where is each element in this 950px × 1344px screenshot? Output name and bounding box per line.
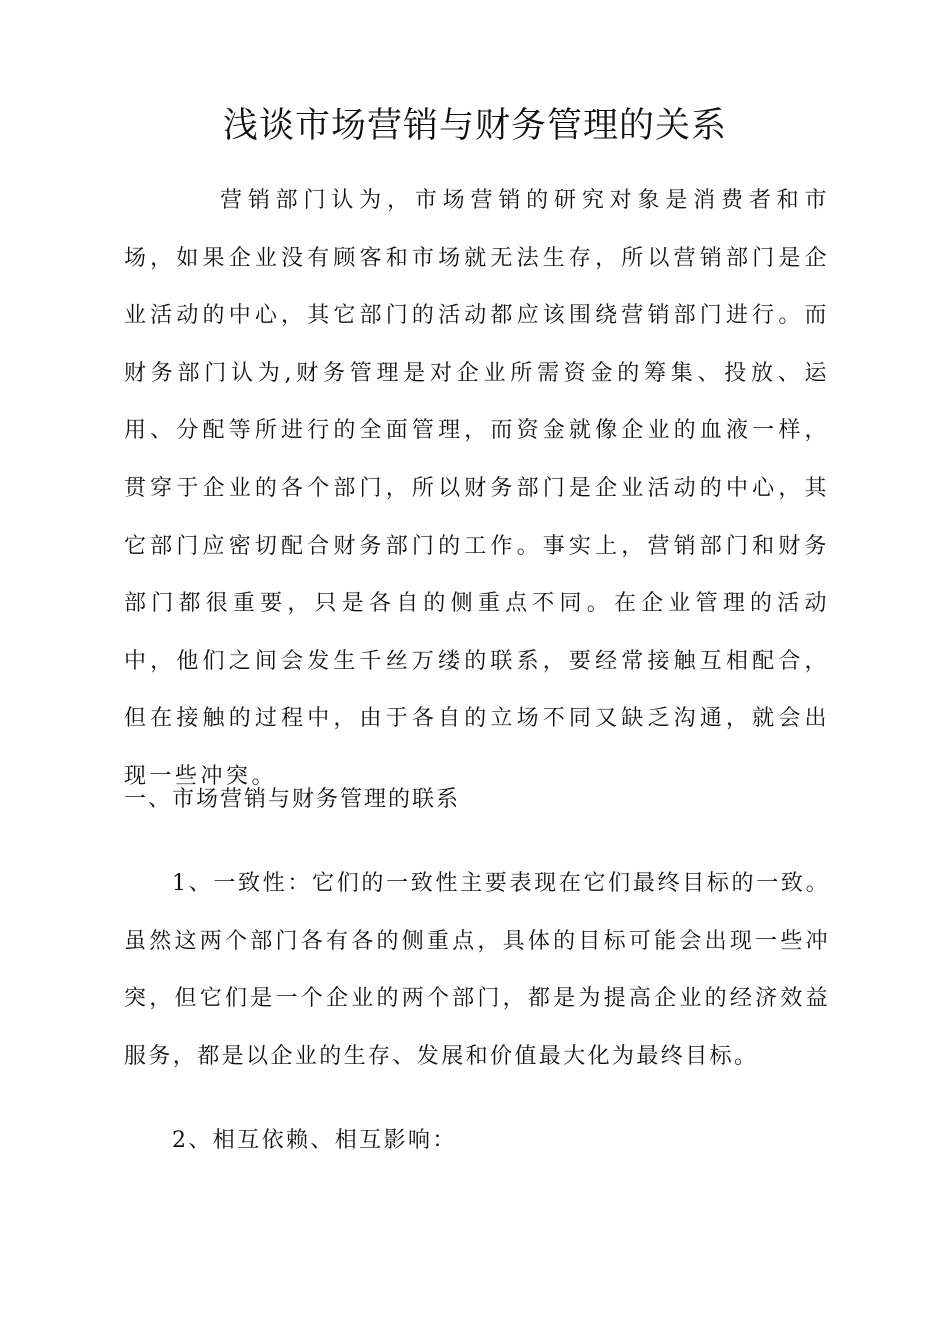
document-title: 浅谈市场营销与财务管理的关系	[222, 106, 727, 146]
intro-paragraph: 营销部门认为，市场营销的研究对象是消费者和市场，如果企业没有顾客和市场就无法生存，所以营销部门是企业活动的中心，其它部门的活动都应该围绕营销部门进行。而财务部门认为,财务管理是对企业所需资金的筹集、投放、运用、分配等所进行的全面管理，而资金就像企业的血液一样，贯穿于企业的各个部门，所以财务部门是企业活动的中心，其它部门应密切配合财务部门的工作。事实上，营销部门和财务部门都很重要，只是各自的侧重点不同。在企业管理的活动中，他们之间会发生千丝万缕的联系，要经常接触互相配合，但在接触的过程中，由于各自的立场不同又缺乏沟通，就会出现一些冲突。	[124, 188, 830, 789]
point-2-paragraph: 2、相互依赖、相互影响：	[172, 1128, 457, 1153]
point-1-paragraph: 1、一致性：它们的一致性主要表现在它们最终目标的一致。虽然这两个部门各有各的侧重点，具体的目标可能会出现一些冲突，但它们是一个企业的两个部门，都是为提高企业的经济效益服务，都是以企业的生存、发展和价值最大化为最终目标。	[124, 871, 830, 1069]
section-heading: 一、市场营销与财务管理的联系	[124, 787, 461, 812]
